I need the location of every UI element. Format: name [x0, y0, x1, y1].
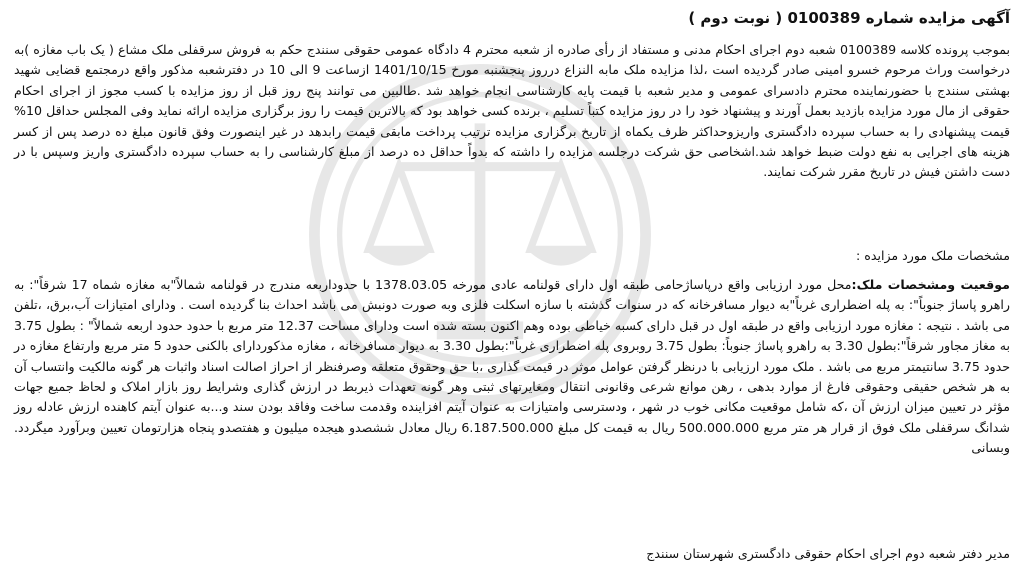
- notice-paragraph-2: [14, 275, 1010, 459]
- notice-paragraph-1: بموجب پرونده کلاسه 0100389 شعبه دوم اجرای احکام مدنی و مستفاد از رأی صادره از شعبه محترم 4 دادگاه عمومی حقوقی سنندج حکم به فروش سرقفلی ملک مشاع ( یک باب مغازه )به درخواست وراث مرحوم خسرو امینی صادر گردیده است ،لذا مزایده ملک مابه النزاع درروز پنجشنبه مورخ 1401/10/15 ازساعت 9 الی 10 در دفترشعبه مذکور واقع درمجتمع قضایی شهید بهشتی سنندج با حضورنماینده محترم دادسرای عمومی و مدیر شعبه با قیمت پایه کارشناسی انجام خواهد شد .طالبین می توانند پنج روز قبل از روز مزایده با کسب مجوز از اجرای احکام حقوقی از مال مورد مزایده بازدید بعمل آورند و پیشنهاد خود را در روز مزایده کتباً تسلیم ، برنده کسی خواهد بود که بالاترین قیمت را روز برگزاری مزایده ارائه نماید وفی المجلس حداقل 10% قیمت پیشنهادی را به حساب سپرده دادگستری واریزوحداکثر ظرف یکماه از تاریخ برگزاری مزایده ترتیب پرداخت مابقی قیمت رابدهد در غیر اینصورت وفق قانون مبلغ ده درصد پس از کسر هزینه های اجرایی به نفع دولت ضبط خواهد شد.اشخاصی حق شرکت درجلسه مزایده را داشته که بدواً حداقل ده درصد از مبلغ کارشناسی را به حساب سپرده دادگستری واریز وسپس با در دست داشتن فیش در تاریخ مقرر شرکت نمایند.: [14, 42, 1010, 180]
- notice-title: آگهی مزایده شماره 0100389 ( نوبت دوم ): [688, 9, 1010, 27]
- notice-signature: مدیر دفتر شعبه دوم اجرای احکام حقوقی دادگستری شهرستان سنندج: [646, 546, 1010, 561]
- property-specs-heading: مشخصات ملک مورد مزایده :: [855, 248, 1010, 263]
- property-location-label: موقعیت ومشخصات ملک:: [851, 277, 1010, 292]
- property-description: محل مورد ارزیابی واقع درپاساژحامی طبقه اول دارای قولنامه عادی مورخه 1378.03.05 با حدوداربعه مندرج در قولنامه شمالاً"به مغازه شماه 17 شرقاً": به راهرو پاساژ جنوباً": به پله اضطراری غرباً"به دیوار مسافرخانه که در سنوات گذشته با سازه اسکلت فلزی وبه صورت دونبش می باشد احداث بنا گردیده است . ودارای امتیازات آب،برق، ،تلفن می باشد . نتیجه : مغازه مورد ارزیابی واقع در طبقه اول در قبل دارای کسبه خیاطی بوده وهم اکنون بسته شده است ودارای مساحت 12.37 متر مربع با حدود حدود اربعه شمالاً" : بطول 3.75 به مغاز مجاور شرقاً":بطول 3.30 به راهرو پاساژ جنوباً: بطول 3.75 روبروی پله اضطراری غرباً":بطول 3.30 به دیوار مسافرخانه ، مغازه مذکوردارای بالکنی حدود 5 متر مربع وارتفاع مغازه در حدود 3.75 سانتیمتر مربع می باشد . ملک مورد ارزیابی با درنظر گرفتن عوامل موثر در قیمت گذاری ،با حق وحقوق متعلقه وصرفنظر از احراز اصالت اسناد واثبات هر گونه مالکیت وانتساب آن به هر شخص حقیقی وحقوقی فارغ از موارد بدهی ، رهن موانع شرعی وقانونی انتقال ومغایرتهای ثبتی وهر گونه تعهدات ذیربط در ارزش گذاری وشرایط روز بازار املاک و لحاظ جمیع جهات مؤثر در تعیین میزان ارزش آن ،که شامل موقعیت مکانی خوب در شهر ، ودسترسی وامتیازات به عنوان آیتم افزاینده وقدمت ساخت وفاقد بودن سند و...به عنوان آیتم کاهنده ارزش عادله روز شدانگ سرقفلی ملک فوق از قرار هر متر مربع 500.000.000 ریال به قیمت کل مبلغ 6.187.500.000 ریال معادل ششصدو هیجده میلیون و هفتصدو پنجاه هزارتومان تعیین وبرآورد میگردد. وبسانی: [14, 277, 1010, 456]
